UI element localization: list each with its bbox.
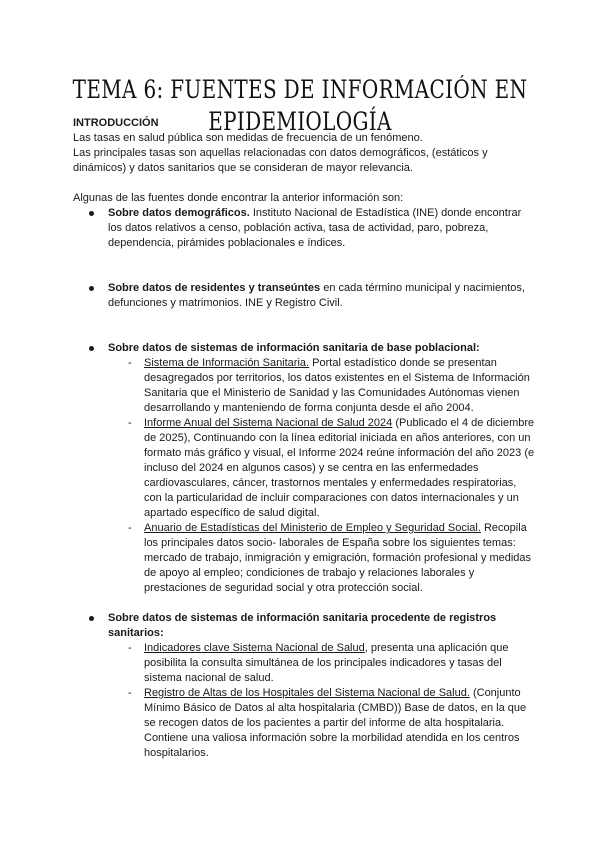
sub-list (108, 356, 535, 596)
sub-item-description: Recopila los principales datos socio- laborales de España sobre los siguientes temas: mercado de trabajo, inmigración y emigración, formación profesional y medidas de apoyo al empleo; condiciones de trabajo y relaciones laborales y prestaciones de seguridad social y otra protección social. (144, 522, 532, 594)
intro-paragraph: Las tasas en salud pública son medidas de frecuencia de un fenómeno. (73, 132, 423, 144)
sub-list-item (108, 686, 535, 761)
section-heading: INTRODUCCIÓN (73, 117, 159, 129)
sub-item-description: Portal estadístico donde se presentan desagregados por territorios, los datos existentes en el Sistema de Información Sanitaria que el Ministerio de Sanidad y las Comunidades Autónomas vienen desarrollando y manteniendo de forma conjunta desde el año 2004. (144, 357, 530, 414)
source-link[interactable]: Sistema de Información Sanitaria. (144, 357, 310, 369)
source-title: Sobre datos de sistemas de información sanitaria de base poblacional: (108, 342, 480, 354)
list-item (73, 281, 535, 311)
source-link[interactable]: Informe Anual del Sistema Nacional de Salud 2024 (144, 417, 393, 429)
source-title: Sobre datos de sistemas de información sanitaria procedente de registros sanitarios: (108, 612, 497, 639)
source-link[interactable]: Registro de Altas de los Hospitales del Sistema Nacional de Salud. (144, 687, 470, 699)
sub-list-item (108, 356, 535, 416)
list-item (73, 341, 535, 596)
sub-list (108, 641, 535, 761)
sub-item-description: (Conjunto Mínimo Básico de Datos al alta hospitalaria (CMBD)) Base de datos, en la que se recogen datos de los pacientes a partir del informe de alta hospitalaria. Contiene una valiosa información sobre la morbilidad atendida en los centros hospitalarios. (144, 687, 527, 759)
source-link[interactable]: Indicadores clave Sistema Nacional de Salud (144, 642, 365, 654)
sub-list-item (108, 521, 535, 596)
source-title: Sobre datos de residentes y transeúntes (108, 282, 321, 294)
sub-list-item (108, 641, 535, 686)
sub-item-description: , presenta una aplicación que posibilita la consulta simultánea de los principales indicadores y tasas del sistema nacional de salud. (144, 642, 509, 684)
intro-paragraph: Algunas de las fuentes donde encontrar la anterior información son: (73, 192, 404, 204)
document-body (73, 116, 535, 761)
source-title: Sobre datos demográficos. (108, 207, 250, 219)
list-item (73, 206, 535, 251)
sub-item-description: (Publicado el 4 de diciembre de 2025), Continuando con la línea editorial iniciada en años anteriores, con un formato más gráfico y visual, el Informe 2024 reúne información del año 2023 (e incluso del 2024 en algunos casos) y se centra en las enfermedades cardiovasculares, cáncer, trastornos mentales y enfermedades respiratorias, con la particularidad de incluir comparaciones con datos internacionales y un apartado específico de salud digital. (144, 417, 535, 519)
intro-paragraph: Las principales tasas son aquellas relacionadas con datos demográficos, (estáticos y dinámicos) y datos sanitarios que se consideran de mayor relevancia. (73, 147, 488, 174)
source-link[interactable]: Anuario de Estadísticas del Ministerio de Empleo y Seguridad Social. (144, 522, 481, 534)
sub-list-item (108, 416, 535, 521)
list-item (73, 611, 535, 761)
source-description: Instituto Nacional de Estadística (INE) donde encontrar los datos relativos a censo, población activa, tasa de actividad, paro, pobreza, dependencia, pirámides poblacionales e índices. (108, 207, 522, 249)
sources-list (73, 206, 535, 761)
source-description: en cada término municipal y nacimientos, defunciones y matrimonios. INE y Registro Civil. (108, 282, 525, 309)
page-title: TEMA 6: FUENTES DE INFORMACIÓN EN EPIDEMIOLOGÍA (72, 75, 528, 136)
